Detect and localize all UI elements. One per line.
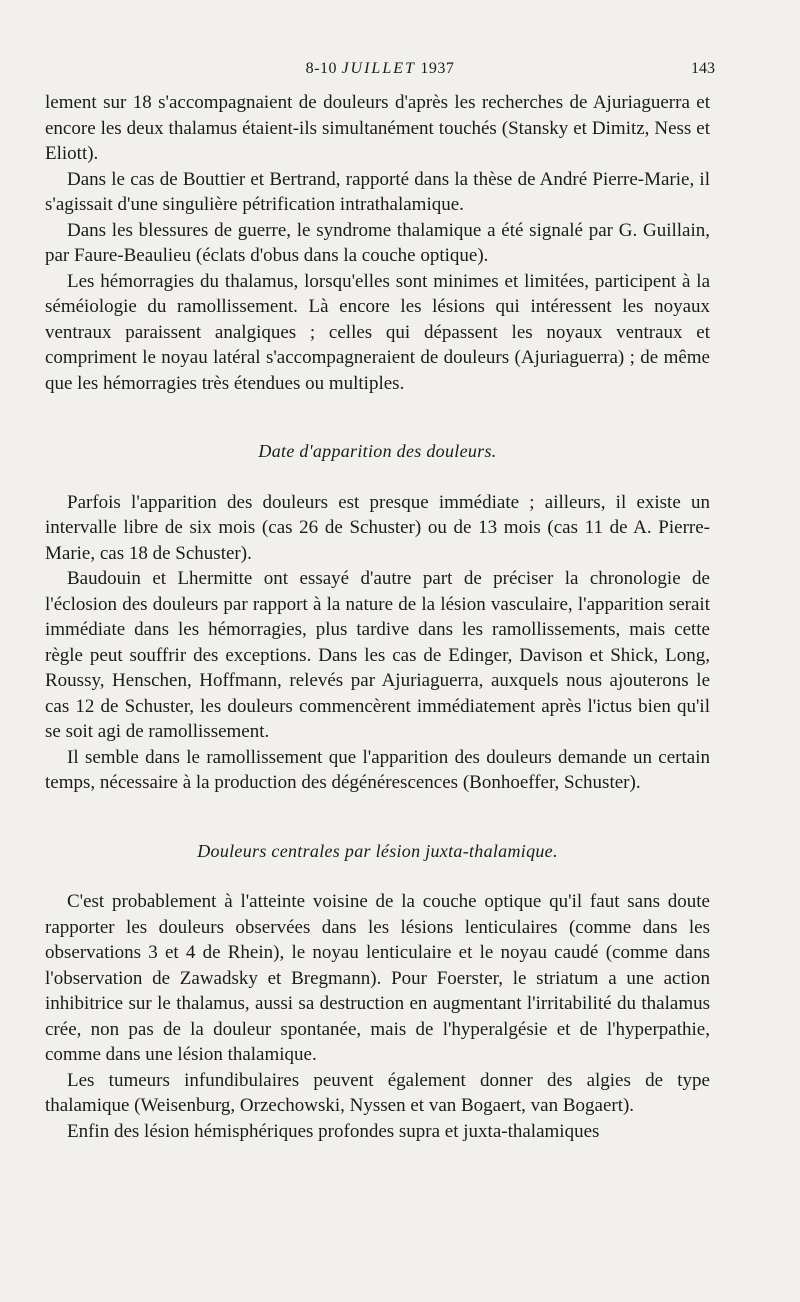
page-number: 143 [691,60,715,77]
paragraph: Baudouin et Lhermitte ont essayé d'autre part de préciser la chronologie de l'éclosion des douleurs par rapport à la nature de la lésion vasculaire, l'apparition serait immédiate dans les hémorragies, plus tardive dans les ramollissements, mais cette règle peut souffrir des exceptions. Dans les cas de Edinger, Davison et Shick, Long, Roussy, Henschen, Hoffmann, relevés par Ajuriaguerra, auxquels nous ajouterons le cas 12 de Schuster, les douleurs commencèrent immédiatement après l'ictus bien qu'il se soit agi de ramollissement. [45,568,710,742]
paragraph: Parfois l'apparition des douleurs est presque immédiate ; ailleurs, il existe un intervalle libre de six mois (cas 26 de Schuster) ou de 13 mois (cas 11 de A. Pierre-Marie, cas 18 de Schuster). [45,491,710,564]
paragraph: Dans le cas de Bouttier et Bertrand, rapporté dans la thèse de André Pierre-Marie, il s'agissait d'une singulière pétrification intrathalamique. [45,168,710,215]
issue-date [45,60,715,78]
paragraph: C'est probablement à l'atteinte voisine de la couche optique qu'il faut sans doute rapporter les douleurs observées dans les lésions lenticulaires (comme dans les observations 3 et 4 de Rhein), le noyau lenticulaire et le noyau caudé (comme dans l'observation de Zawadsky et Bregmann). Pour Foerster, le striatum a une action inhibitrice sur le thalamus, aussi sa destruction en augmentant l'irritabilité du thalamus crée, non pas de la douleur spontanée, mais de l'hyperalgésie et de l'hyperpathie, comme dans une lésion thalamique. [45,891,710,1065]
date-month: JUILLET [341,60,416,77]
date-prefix: 8-10 [305,60,337,77]
running-head [45,60,715,82]
section-heading-date: Date d'apparition des douleurs. [258,441,497,461]
body-text [45,90,710,1144]
paragraph: Les hémorragies du thalamus, lorsqu'elles sont minimes et limitées, participent à la séméiologie du ramollissement. Là encore les lésions qui intéressent les noyaux ventraux paraissent analgiques ; celles qui dépassent les noyaux ventraux et compriment le noyau latéral s'accompagneraient de douleurs (Ajuriaguerra) ; de même que les hémorragies très étendues ou multiples. [45,270,710,394]
paragraph: Dans les blessures de guerre, le syndrome thalamique a été signalé par G. Guillain, par Faure-Beaulieu (éclats d'obus dans la couche optique). [45,219,710,266]
paragraph: Enfin des lésion hémisphériques profondes supra et juxta-thalamiques [67,1120,600,1142]
paragraph: lement sur 18 s'accompagnaient de douleurs d'après les recherches de Ajuriaguerra et encore les deux thalamus étaient-ils simultanément touchés (Stansky et Dimitz, Ness et Eliott). [45,92,710,164]
section-heading-central-pain: Douleurs centrales par lésion juxta-thalamique. [197,840,558,861]
paragraph: Les tumeurs infundibulaires peuvent également donner des algies de type thalamique (Weisenburg, Orzechowski, Nyssen et van Bogaert, van Bogaert). [45,1069,710,1116]
paragraph: Il semble dans le ramollissement que l'apparition des douleurs demande un certain temps, nécessaire à la production des dégénérescences (Bonhoeffer, Schuster). [45,746,710,793]
date-year: 1937 [420,60,455,77]
